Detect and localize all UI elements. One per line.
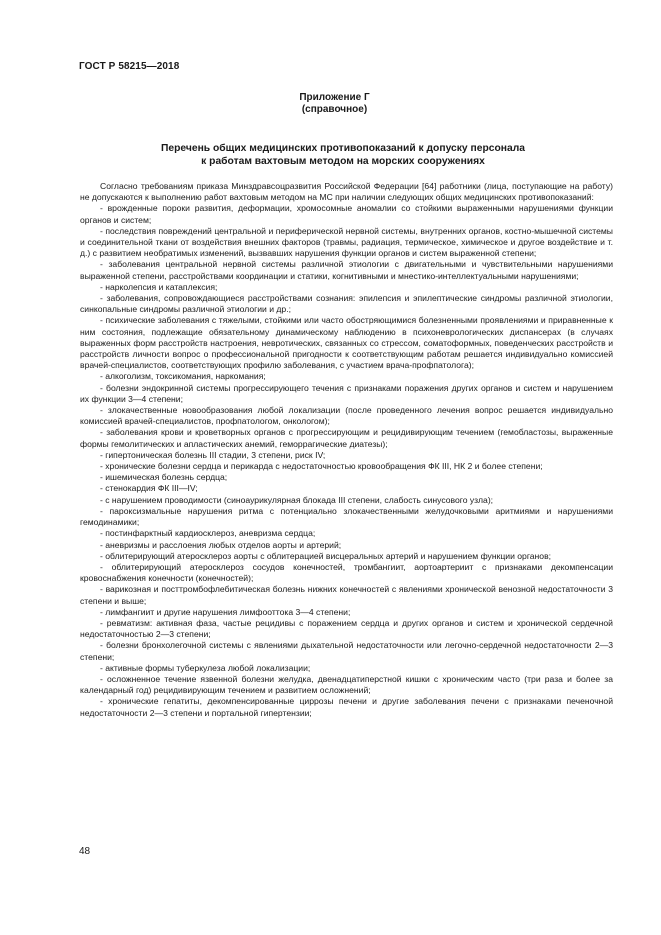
- contraindication-item: - заболевания центральной нервной системы различной этиологии с двигательными и чувствительными нарушениями выраженной степени, расстройствами координации и статики, когнитивными и мнестико-интеллектуальными нарушениями;: [80, 259, 613, 281]
- contraindication-item: - стенокардия ФК III—IV;: [100, 483, 198, 494]
- contraindication-item: - варикозная и посттромбофлебитическая болезнь нижних конечностей с явлениями хронической венозной недостаточности 3 степени и выше;: [80, 584, 613, 606]
- document-body: [80, 181, 613, 719]
- contraindication-item: - алкоголизм, токсикомания, наркомания;: [100, 371, 266, 382]
- contraindication-item: - хронические болезни сердца и перикарда с недостаточностью кровообращения ФК III, НК 2 и более степени;: [100, 461, 543, 472]
- contraindication-item: - облитерирующий атеросклероз сосудов конечностей, тромбангиит, аортоартериит с признаками декомпенсации кровоснабжения конечности (конечностей);: [80, 561, 613, 584]
- contraindication-item: - заболевания крови и кроветворных органов с прогрессирующим и рецидивирующим течением (гемобластозы, выраженные формы гемолитических и апластических анемий, геморрагические диатезы);: [80, 427, 613, 449]
- contraindication-item: - лимфангиит и другие нарушения лимфооттока 3—4 степени;: [100, 606, 351, 617]
- document-title-line-2: к работам вахтовым методом на морских сооружениях: [201, 156, 485, 167]
- contraindication-item: - ишемическая болезнь сердца;: [100, 472, 228, 483]
- contraindication-item: - болезни бронхолегочной системы с явлениями дыхательной недостаточности или легочно-сердечной недостаточности 2—3 степени;: [80, 640, 613, 662]
- contraindication-item: - заболевания, сопровождающиеся расстройствами сознания: эпилепсия и эпилептические синдромы различной этиологии, синкопальные синдромы различной этиологии и др.;: [80, 293, 613, 315]
- contraindication-item: - активные формы туберкулеза любой локализации;: [100, 662, 311, 673]
- document-title: [100, 142, 586, 168]
- contraindication-item: - ревматизм: активная фаза, частые рецидивы с поражением сердца и других органов и систем и хронической сердечной недостаточностью 2—3 степени;: [80, 617, 613, 640]
- contraindication-item: - постинфарктный кардиосклероз, аневризма сердца;: [100, 528, 316, 539]
- contraindication-item: - болезни эндокринной системы прогрессирующего течения с признаками поражения других органов и систем и нарушением их функции 3—4 степени;: [80, 382, 613, 404]
- contraindication-item: - врожденные пороки развития, деформации, хромосомные аномалии со стойкими выраженными нарушениями функции органов и систем;: [80, 203, 613, 225]
- contraindication-item: - нарколепсия и катаплексия;: [100, 281, 218, 292]
- contraindication-item: - осложненное течение язвенной болезни желудка, двенадцатиперстной кишки с хроническим часто (три раза и более за календарный год) рецидивирующим течением и развитием осложнений;: [80, 673, 613, 696]
- contraindication-item: - последствия повреждений центральной и периферической нервной системы, внутренних органов, костно-мышечной системы и соединительной ткани от воздействия внешних факторов (травмы, радиация, термическое, химическое и другое воздействие и т. д.) с развитием необратимых изменений, вызвавших нарушения функции органов и систем выраженной степени;: [80, 225, 613, 259]
- annex-type: (справочное): [301, 104, 368, 115]
- contraindication-item: - злокачественные новообразования любой локализации (после проведенного лечения вопрос решается индивидуально комиссией врачей-специалистов, профпатологом, онкологом);: [80, 405, 613, 427]
- contraindication-item: - психические заболевания с тяжелыми, стойкими или часто обостряющимися болезненными проявлениями и приравненные к ним состояния, подлежащие обязательному динамическому наблюдению в психоневрологических диспансерах (в случаях выраженных форм расстройств настроения, невротических, связанных со стрессом, соматоформных, поведенческих расстройств и расстройств личности вопрос о профессиональной пригодности к соответствующим работам решается индивидуально комиссией врачей-специалистов, соответствующих профилю заболевания, с участием врача-профпатолога);: [80, 315, 613, 371]
- contraindication-item: - с нарушением проводимости (синоаурикулярная блокада III степени, слабость синусового узла);: [100, 494, 494, 505]
- document-title-line-1: Перечень общих медицинских противопоказаний к допуску персонала: [161, 143, 525, 154]
- contraindication-item: - гипертоническая болезнь III стадии, 3 степени, риск IV;: [100, 449, 326, 460]
- annex-heading: [0, 92, 661, 116]
- page-number: 48: [79, 846, 91, 857]
- contraindication-item: - облитерирующий атеросклероз аорты с облитерацией висцеральных артерий и нарушением функции органов;: [100, 550, 552, 561]
- contraindication-item: - хронические гепатиты, декомпенсированные циррозы печени и другие заболевания печени с признаками печеночной недостаточности 2—3 степени и портальной гипертензии;: [80, 696, 613, 718]
- intro-paragraph: Согласно требованиям приказа Минздравсоцразвития Российской Федерации [64] работники (лица, поступающие на работу) не допускаются к выполнению работ вахтовым методом на МС при наличии следующих общих медицинских противопоказаний:: [80, 181, 613, 203]
- document-header-standard: ГОСТ Р 58215—2018: [79, 61, 180, 72]
- annex-label: Приложение Г: [299, 92, 370, 103]
- contraindication-item: - аневризмы и расслоения любых отделов аорты и артерий;: [100, 539, 342, 550]
- contraindication-item: - пароксизмальные нарушения ритма с потенциально злокачественными желудочковыми аритмиями и нарушениями гемодинамики;: [80, 505, 613, 528]
